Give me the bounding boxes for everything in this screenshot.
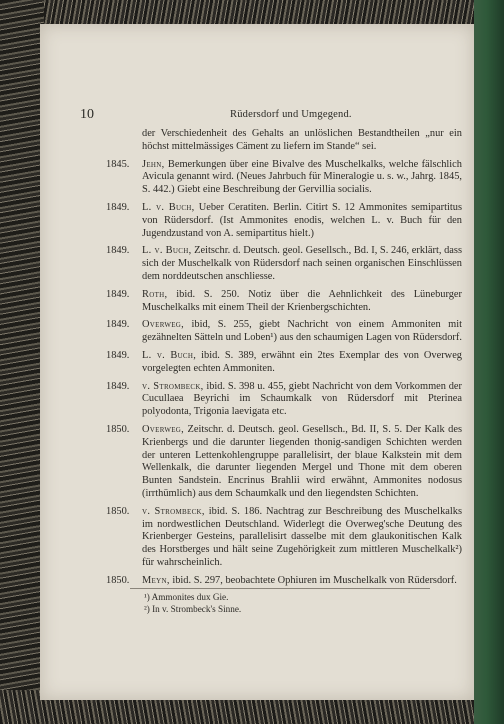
- running-head: Rüdersdorf und Umgegend.: [230, 109, 352, 120]
- entry-year: 1849.: [106, 349, 130, 361]
- bibliography-entry: [106, 202, 462, 240]
- footnote-2: ²) In v. Strombeck's Sinne.: [144, 603, 242, 614]
- entry-author: v. Strombeck,: [142, 380, 204, 392]
- footnotes: [130, 588, 430, 615]
- entry-text: [142, 381, 462, 419]
- entry-author: Jehn,: [142, 158, 165, 170]
- entry-body: ibid. S. 398 u. 455, giebt Nachricht von dem Vorkommen der Cucullaea Beyrichi im Schaumkalk von Rüdersdorf mit Pterinea polyodonta, Trigonia laevigata etc.: [142, 380, 462, 418]
- entry-body: ibid. S. 186. Nachtrag zur Beschreibung des Muschelkalks im nordwestlichen Deutschland. Widerlegt die Overweg'sche Deutung des Krienberger Gesteins, parallelisirt dasselbe mit dem glaukonitischen Kalk des Horstberges und hält seine Zugehörigkeit zum mittleren Muschelkalk²) für wahrscheinlich.: [142, 505, 463, 568]
- binding-strip-left: [0, 0, 44, 724]
- bibliography-entry: [106, 350, 462, 376]
- entry-body: Bemerkungen über eine Bivalve des Muschelkalks, welche fälschlich Avicula genannt wird. (Neues Jahrbuch für Mineralogie u. s. w., Jahrg. 1845, S. 442.) Giebt eine Beschreibung der Gervillia socialis.: [142, 158, 462, 196]
- entry-body: ibid. S. 389, erwähnt ein 2tes Exemplar des von Overweg vorgelegten echten Ammoniten.: [142, 349, 462, 374]
- entry-body: Zeitschr. d. Deutsch. geol. Gesellsch., Bd. II, S. 5. Der Kalk des Krienbergs und die darunter liegenden thonig-sandigen Schichten werden der unteren Lettenkohlengruppe parallelisirt, der blaue Kalkstein mit dem Wellenkalk, die darunter liegenden Mergel und Thone mit dem oberen Bunten Sandstein. Encrinus Brahlii wird erwähnt, Ammonites nodosus (irrthümlich) aus dem Schaumkalk und den liegendsten Schichten.: [142, 423, 462, 499]
- entry-author: Overweg,: [142, 319, 185, 331]
- page-header: [80, 107, 460, 125]
- entry-year: 1849.: [106, 380, 130, 392]
- entry-author: v. Strombeck,: [142, 505, 205, 517]
- entry-text: [142, 245, 462, 283]
- entry-text: [142, 506, 462, 570]
- bibliography-entry: [106, 506, 462, 570]
- entry-body: Zeitschr. d. Deutsch. geol. Gesellsch., Bd. I, S. 246, erklärt, dass sich der Muschelkalk von Rüdersdorf nach seinen organischen Einschlüssen dem norddeutschen anschliesse.: [142, 245, 462, 282]
- entry-author: Meyn,: [142, 574, 170, 586]
- entry-text: [142, 575, 462, 588]
- entry-year: 1845.: [106, 158, 130, 170]
- entry-year: 1849.: [106, 201, 130, 213]
- entry-body: ibid, S. 255, giebt Nachricht von einem Ammoniten mit gezähnelten Sätteln und Loben¹) aus den schaumigen Lagen von Rüdersdorf.: [142, 319, 462, 344]
- entry-year: 1849.: [106, 288, 130, 300]
- entry-text: [142, 350, 462, 376]
- entry-year: 1850.: [106, 423, 130, 435]
- entry-year: 1849.: [106, 245, 130, 257]
- entry-text: [142, 159, 462, 197]
- entry-body: ibid. S. 297, beobachtete Ophiuren im Muschelkalk von Rüdersdorf.: [169, 574, 457, 586]
- entry-text: [142, 319, 462, 345]
- entry-text: [142, 424, 462, 501]
- entry-text: [142, 202, 462, 240]
- entry-author: Roth,: [142, 288, 168, 300]
- entry-text: [142, 289, 462, 315]
- bibliography-entry: [106, 424, 462, 501]
- entry-year: 1849.: [106, 319, 130, 331]
- bibliography-list: [106, 159, 462, 588]
- bibliography-entry: [106, 159, 462, 197]
- footnote-1: ¹) Ammonites dux Gie.: [144, 592, 229, 602]
- bibliography-entry: [106, 319, 462, 345]
- continued-paragraph: der Verschiedenheit des Gehalts an unlöslichen Bestandtheilen „nur ein höchst mittelmässiges Cäment zu liefern im Stande“ sei.: [142, 128, 462, 152]
- entry-author: L. v. Buch,: [142, 349, 197, 361]
- entry-author: L. v. Buch,: [142, 245, 192, 257]
- page-content: [106, 128, 462, 593]
- entry-body: Ueber Ceratiten. Berlin. Citirt S. 12 Ammonites semipartitus von Rüdersdorf. (Ist Ammonites enodis, welchen L. v. Buch für den Jugendzustand von A. semipartitus hielt.): [142, 201, 462, 239]
- bibliography-entry: [106, 245, 462, 283]
- entry-author: Overweg,: [142, 423, 185, 435]
- bibliography-entry: [106, 289, 462, 315]
- book-cover-edge: [474, 0, 504, 724]
- entry-author: L. v. Buch,: [142, 201, 195, 213]
- bibliography-entry: [106, 381, 462, 419]
- entry-year: 1850.: [106, 505, 130, 517]
- entry-year: 1850.: [106, 574, 130, 586]
- bibliography-entry: [106, 575, 462, 588]
- page-number: 10: [80, 107, 94, 122]
- entry-body: ibid. S. 250. Notiz über die Aehnlichkeit des Lüneburger Muschelkalks mit einem Theil der Krienbergschichten.: [142, 288, 462, 313]
